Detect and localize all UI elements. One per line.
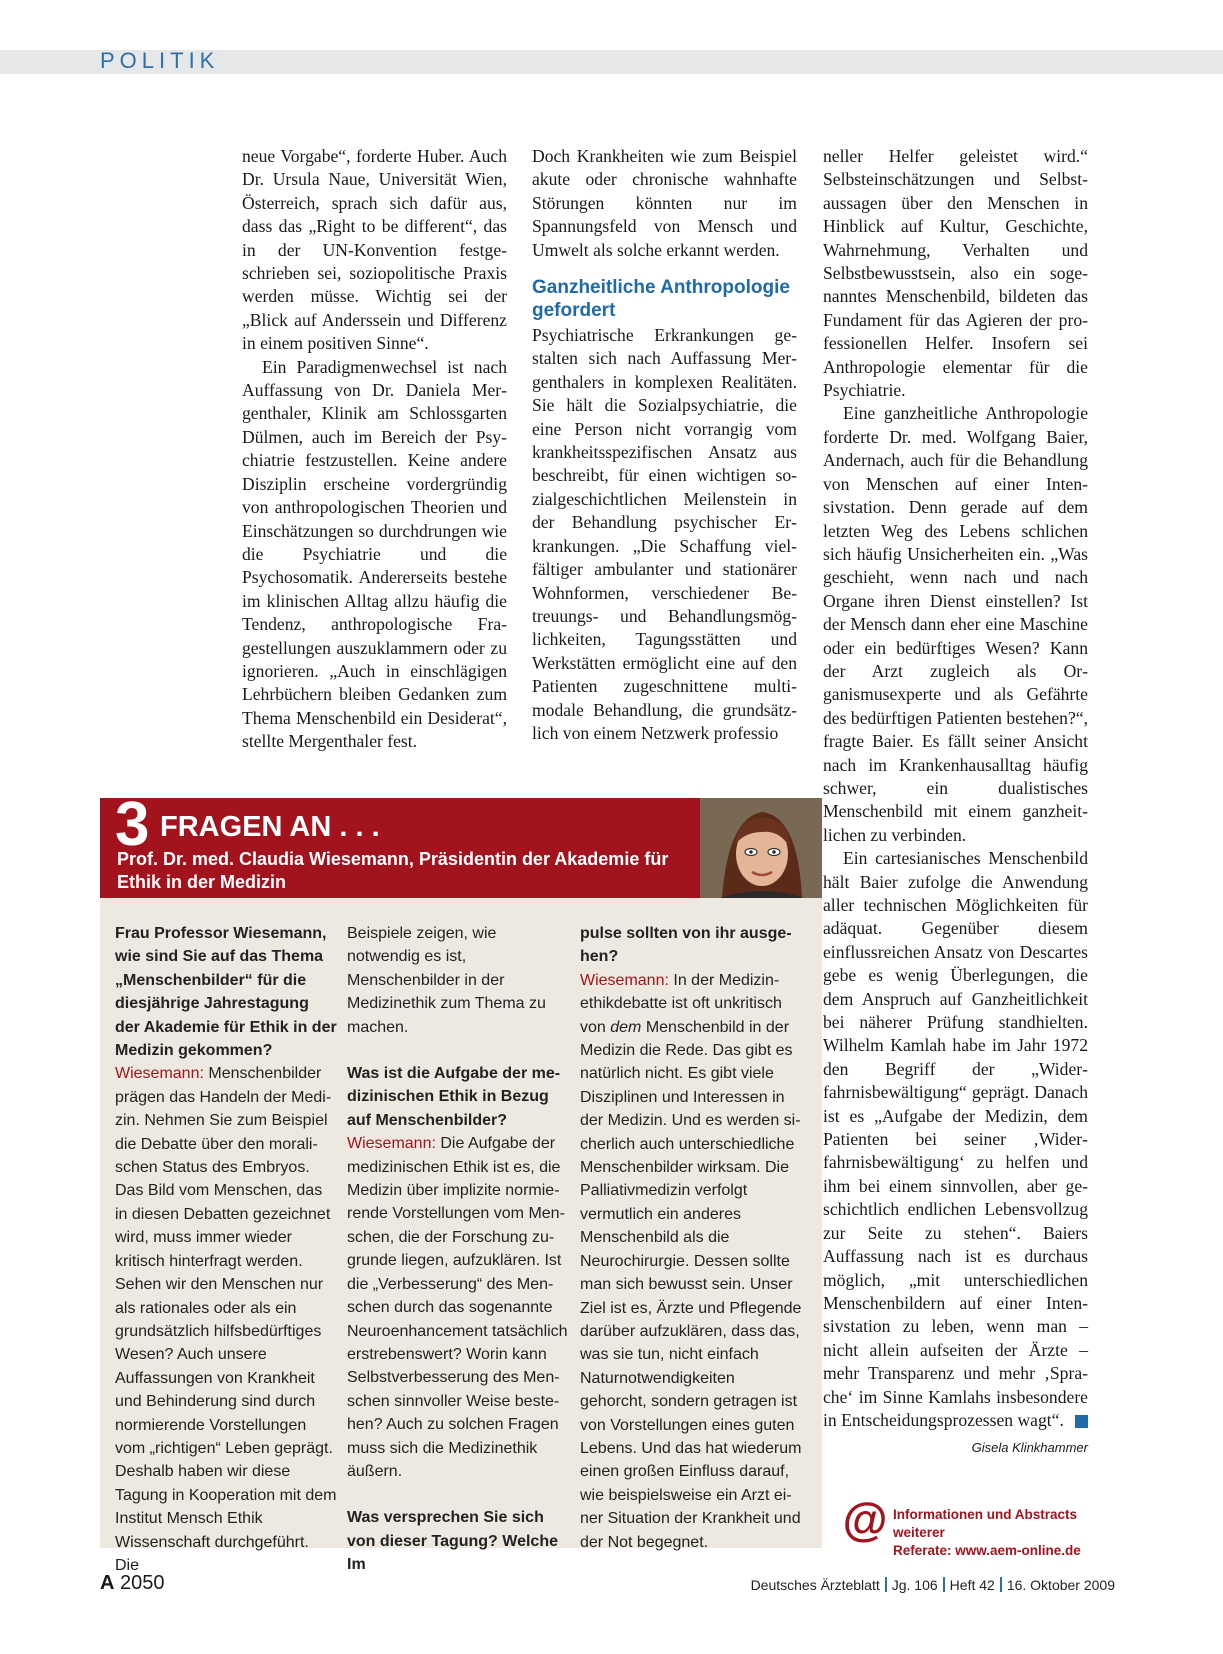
interview-answer-text: Menschenbilder prägen das Handeln der Medizin. Nehmen Sie zum Beispiel die Debatte über den moralischen Status des Embryos. Das Bild vom Menschen, das in diesen Debatten gezeichnet wird, muss immer wieder kritisch hinterfragt werden. Sehen wir den Menschen nur als rationales oder als ein grundsätzlich hilfsbedürftiges Wesen? Auch unsere Auffassungen von Krankheit und Behinderung sind durch normierende Vorstellungen vom „richtigen“ Leben geprägt. Deshalb haben wir diese Tagung in Kooperation mit dem Institut Mensch Ethik Wissenschaft durchgeführt. Die [115, 1065, 337, 1574]
page-number [100, 1572, 165, 1595]
interviewee-name: Prof. Dr. med. Claudia Wiesemann, Präsidentin der Akademie für Ethik in der Medizin [117, 849, 669, 892]
svg-text:@: @ [843, 1499, 887, 1543]
article-paragraph-text: Ein cartesianisches Menschenbild hält Baier zufolge die Anwendung aller technischen Möglichkeiten für adäquat. Gegenüber diesem einflussreichen Ansatz von Descartes gebe es wenig Überlegungen, die dem Anspruch auf Ganzheitlichkeit bei näherer Prüfung standhielten. Wilhelm Kamlah habe im Jahr 1972 den Begriff der „Widerfahrnisbewältigung“ geprägt. Danach ist es „Aufgabe der Medizin, dem Patienten bei seiner ‚Widerfahrnisbewältigung‘ zu helfen und ihm bei einem sinnvollen, aber geschichtlich endlichen Lebensvollzug zur Seite zu stehen“. Baiers Auffassung nach ist es durchaus möglich, „mit unterschiedlichen Menschenbildern auf einer Intensivstation zu leben, wenn man – nicht allein aufseiten der Ärzte – mehr Transparenz und mehr ‚Sprache‘ im Sinne Kamlahs insbesondere in Entscheidungsprozessen wagt“. [823, 848, 1088, 1430]
article-paragraph: neue Vorgabe“, forderte Huber. Auch Dr. Ursula Naue, Universität Wien, Österreich, sprach sich dafür aus, dass das „Right to be different“, das in der UN-Konvention festgeschrieben sei, soziopolitische Praxis werden müsse. Wichtig sei der „Blick auf Anderssein und Differenz in einem positiven Sinne“. [242, 146, 507, 354]
journal-volume: Jg. 106 [891, 1577, 938, 1593]
portrait-photo [700, 798, 822, 898]
info-line-2[interactable]: Referate: www.aem-online.de [893, 1543, 1081, 1558]
page-prefix: A [100, 1572, 115, 1594]
interview-answer-continued: Beispiele zeigen, wie notwendig es ist, Menschenbilder in der Medizinethik zum Thema zu machen. [347, 925, 546, 1036]
speaker-label: Wiesemann: [347, 1135, 436, 1153]
interview-question: Was ist die Aufgabe der medizinischen Ethik in Bezug auf Menschenbilder? [347, 1065, 561, 1129]
article-paragraph: Psychiatrische Erkrankungen gestalten sich nach Auffassung Mergenthalers in komplexen Realitäten. Sie hält die Sozialpsychiatrie, die eine Person nicht vorrangig vom krankheitsspezifischen Ansatz aus beschreibt, für einen wichtigen sozialgeschichtlichen Meilenstein in der Behandlung psychischer Erkrankungen. „Die Schaffung vielfältiger ambulanter und stationärer Wohnformen, verschiedener Betreuungs- und Behandlungsmöglichkeiten, Tagungsstätten und Werkstätten ermöglicht eine auf den Patienten zugeschnittene multimodale Behandlung, die grundsätzlich von einem Netzwerk professio [532, 325, 797, 743]
interview-answer-text: In der Medizinethikdebatte ist oft unkritisch von [580, 971, 782, 1036]
info-link[interactable] [843, 1499, 1123, 1558]
journal-footer [751, 1577, 1115, 1593]
interview-column-1 [115, 922, 337, 1577]
article-paragraph: Ein Paradigmenwechsel ist nach Auffassung von Dr. Daniela Mergenthaler, Klinik am Schlossgarten Dülmen, auch im Bereich der Psychiatrie festzustellen. Keine andere Disziplin erscheine vordergründig von anthropologischen Theorien und Einschätzungen so durchdrungen wie die Psychiatrie und die Psychosomatik. Andererseits bestehe im klinischen Alltag allzu häufig die Tendenz, anthropologische Fragestellungen auszuklammern oder zu ignorieren. „Auch in einschlägigen Lehrbüchern bleiben Gedanken zum Thema Menschenbild ein Desiderat“, stellte Mergenthaler fest. [242, 356, 507, 752]
article-paragraph: neller Helfer geleistet wird.“ Selbsteinschätzungen und Selbstaussagen über den Menschen in Hinblick auf Kultur, Geschichte, Wahrnehmung, Verhalten und Selbstbewusstsein, also ein sogenanntes Menschenbild, bildeten das Fundament für das Agieren der professionellen Helfer. Insofern sei Anthropologie elementar für die Psychiatrie. [823, 146, 1088, 401]
interview-answer [115, 1062, 337, 1577]
article-column-3 [823, 145, 1088, 1460]
interview-answer-text: Die Aufgabe der medizinischen Ethik ist es, die Medizin über implizite normierende Vorstellungen vom Menschen, die der Forschung zugrunde liegen, aufzuklären. Ist die „Verbesserung“ des Menschen durch das sogenannte Neuroenhancement tatsächlich erstrebenswert? Worin kann Selbstverbesserung des Menschen sinnvoller Weise bestehen? Auch zu solchen Fragen muss sich die Medizinethik äußern. [347, 1135, 568, 1480]
separator [1000, 1577, 1002, 1592]
info-text [893, 1506, 1123, 1560]
article-paragraph: Doch Krankheiten wie zum Beispiel akute oder chronische wahnhafte Störungen könnten nur im Spannungsfeld von Mensch und Umwelt als solche erkannt werden. [532, 146, 797, 260]
interview-answer [580, 969, 802, 1554]
interview-column-3 [580, 922, 802, 1554]
journal-name: Deutsches Ärzteblatt [750, 1577, 880, 1593]
page-number-value: 2050 [120, 1572, 165, 1594]
interview-question: Frau Professor Wiesemann, wie sind Sie auf das Thema „Menschenbilder“ für die diesjährige Jahrestagung der Akademie für Ethik in der Medizin gekommen? [115, 925, 337, 1060]
section-label: POLITIK [100, 48, 220, 73]
speaker-label: Wiesemann: [115, 1065, 204, 1083]
interview-answer-text: Menschenbild in der Medizin die Rede. Das gibt es natürlich nicht. Es gibt viele Disziplinen und Interessen in der Medizin. Und es werden sicherlich auch unterschiedliche Menschenbilder wirksam. Die Palliativmedizin verfolgt vermutlich ein anderes Menschenbild als die Neurochirurgie. Dessen sollte man sich bewusst sein. Unser Ziel ist es, Ärzte und Pflegende darüber aufzuklären, dass das, was sie tun, nicht einfach Naturnotwendigkeiten gehorcht, sondern getragen ist von Vorstellungen eines guten Lebens. Und das hat wiederum einen großen Einfluss darauf, wie beispielsweise ein Arzt einer Situation der Krankheit und der Not begegnet. [580, 1018, 802, 1551]
interview-number: 3 [115, 790, 150, 859]
interview-column-2 [347, 922, 569, 1577]
interview-question: Was versprechen Sie sich von dieser Tagung? Welche Im [347, 1509, 558, 1574]
interview-question-continued: pulse sollten von ihr ausgehen? [580, 925, 792, 966]
article-paragraph: Eine ganzheitliche Anthropologie forderte Dr. med. Wolfgang Baier, Andernach, auch für die Behandlung von Menschen auf einer Intensivstation. Denn gerade auf dem letzten Weg des Lebens schlichen sich häufig Unsicherheiten ein. „Was geschieht, wenn nach und nach Organe ihren Dienst einstellen? Ist der Mensch dann eher eine Maschine oder ein bedürftiges Wesen? Kann der Arzt zugleich als Organismusexperte und als Gefährte des bedürftigen Patienten bestehen?“, fragte Baier. Es fällt seiner Ansicht nach im Krankenhausalltag häufig schwer, ein dualistisches Menschenbild mit einem ganzheitlichen zu verbinden. [823, 403, 1088, 845]
journal-issue: Heft 42 [949, 1577, 995, 1593]
article-subheading: Ganzheitliche Anthropologie gefordert [532, 277, 790, 322]
portrait-icon [700, 798, 822, 898]
separator [885, 1577, 887, 1592]
info-line-1: Informationen und Abstracts weiterer [893, 1507, 1078, 1540]
emphasis: dem [610, 1018, 642, 1036]
interview-header [100, 790, 702, 898]
article-paragraph [823, 847, 1088, 1432]
speaker-label: Wiesemann: [580, 971, 669, 989]
at-sign-icon [843, 1499, 887, 1543]
author-byline: Gisela Klinkhammer [971, 1440, 1088, 1456]
end-mark-icon [1075, 1415, 1088, 1428]
interview-answer [347, 1132, 569, 1483]
separator [943, 1577, 945, 1592]
journal-date: 16. Oktober 2009 [1006, 1577, 1115, 1593]
article-column-2 [532, 145, 797, 745]
interview-title: FRAGEN AN . . . [160, 811, 380, 843]
article-column-1 [242, 145, 507, 754]
